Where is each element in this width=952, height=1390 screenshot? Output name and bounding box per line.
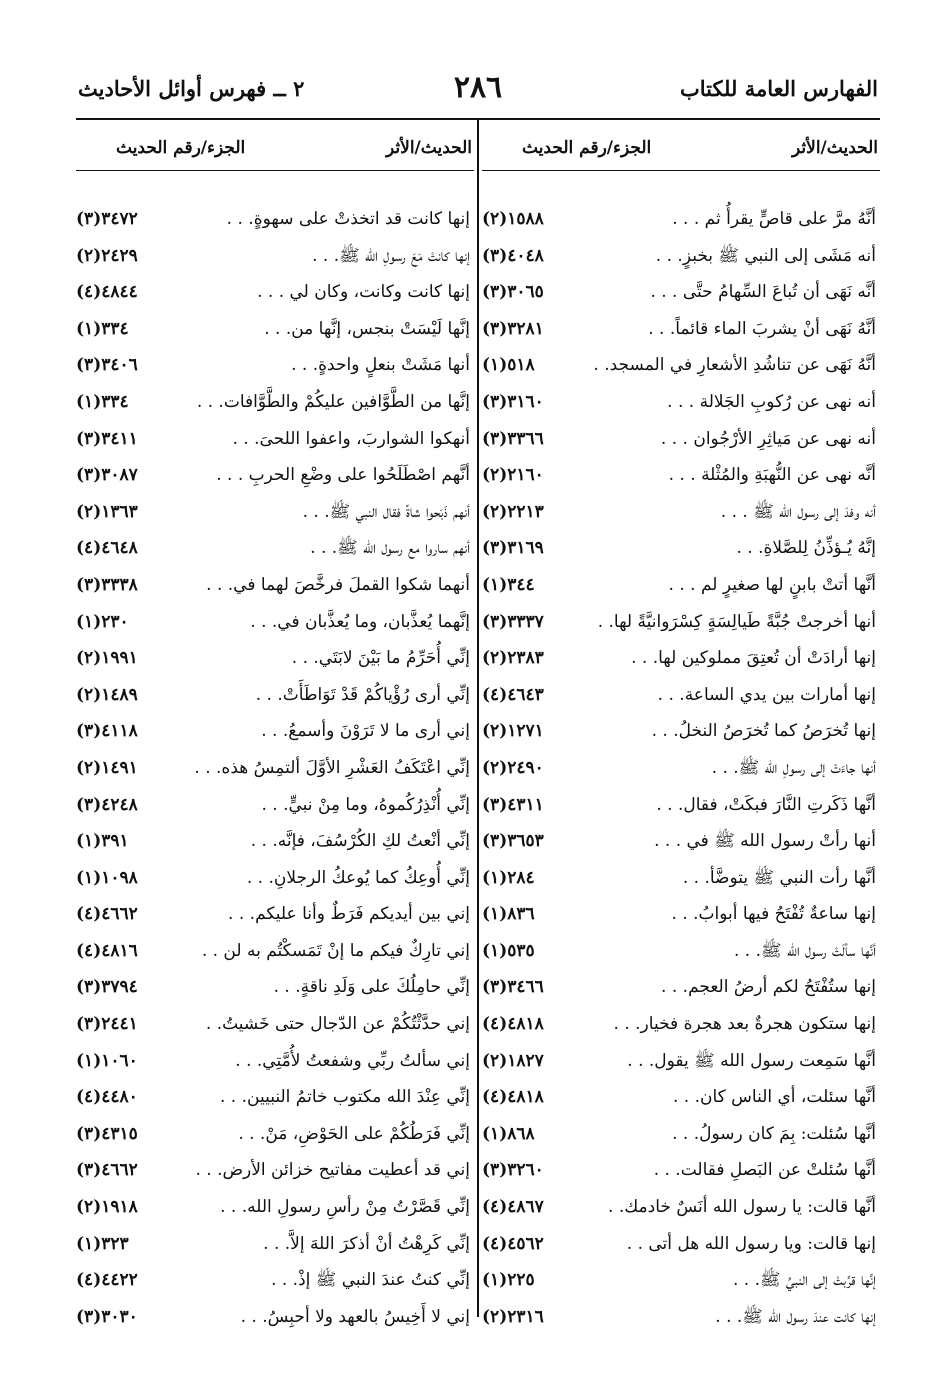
hadith-text: إنها ستُفْتَحُ لكم أرضُ العجم. . . (661, 977, 876, 998)
hadith-ref: (٢)١٤٨٩ (76, 684, 138, 705)
hadith-ref: (١)٢٢٥ (482, 1270, 535, 1291)
hadith-text: أنهكوا الشواربَ، واعفوا اللحىَ. . . (232, 428, 470, 449)
hadith-ref: (٣)٤١١٨ (76, 721, 138, 742)
hadith-ref: (٣)٣٣٦٦ (482, 428, 544, 449)
index-row (76, 421, 474, 458)
right-column (482, 122, 880, 1327)
hadith-ref: (٣)٣١٦٩ (482, 538, 544, 559)
hadith-text: أنَّها سئلت، أي الناس كان. . . (672, 1087, 876, 1108)
hadith-text: إنها كانتْ مَعَ رسولِ الله ﷺ. . . (312, 245, 470, 266)
hadith-text: إني لا أَخِيسُ بالعهد ولا أحبِسُ. . . (240, 1306, 470, 1327)
hadith-text: أنَّه نَهَى أن تُباعَ السِّهامُ حتَّى . . . (650, 282, 876, 303)
index-row (76, 1299, 474, 1336)
index-row (482, 787, 880, 824)
hadith-ref: (٣)٣٦٥٣ (482, 831, 544, 852)
column-divider (477, 120, 479, 1317)
book-section-title: الفهارس العامة للكتاب (679, 76, 878, 101)
hadith-text: أنَّها سُئلت: بِمَ كان رسولُ. . . (672, 1123, 876, 1144)
hadith-ref: (٣)٣٢٦٠ (482, 1160, 544, 1181)
hadith-text: إنها كانت وكانت، وكان لي . . . (257, 282, 470, 303)
index-row (482, 1043, 880, 1080)
index-row (76, 1189, 474, 1226)
hadith-text: إني أرى ما لا تَرَوْنَ وأسمعُ. . . (261, 721, 470, 742)
index-row (482, 421, 880, 458)
hadith-ref: (٣)٣٤٧٢ (76, 209, 138, 229)
hadith-text: أنَّهم اصْطَلَحُوا على وضْعِ الحربِ . . . (216, 465, 470, 486)
right-rows (482, 201, 880, 1335)
hadith-text: إنِّي فَرَطُكُمْ على الحَوْضِ، مَنْ. . . (238, 1123, 470, 1144)
hadith-text: أنَّها أتتْ بابنٍ لها صغيرٍ لم . . . (668, 574, 876, 595)
hadith-ref: (٢)٢٣٨٣ (482, 648, 544, 669)
index-row (76, 457, 474, 494)
index-row (482, 1079, 880, 1116)
index-row (76, 640, 474, 677)
index-row (76, 677, 474, 714)
hadith-text: أنه نهى عن مَياثِرِ الأرْجُوان . . . (660, 428, 876, 449)
hadith-ref: (٣)٤٣١١ (482, 794, 544, 815)
index-row (76, 567, 474, 604)
hadith-text: إنها كانت عندَ رسول الله ﷺ. . . (715, 1306, 876, 1327)
hadith-ref: (٢)٢٣١٦ (482, 1306, 544, 1327)
index-row (76, 787, 474, 824)
index-row (482, 238, 880, 275)
column-heads (482, 122, 880, 170)
hadith-ref: (٣)٤٠٤٨ (482, 245, 544, 266)
index-row (482, 1116, 880, 1153)
hadith-ref: (٢)٢٤٢٩ (76, 245, 138, 266)
hadith-text: أنه وفدَ إلى رسول الله ﷺ . . . (720, 501, 876, 522)
index-row (482, 1189, 880, 1226)
index-row (482, 1006, 880, 1043)
hadith-text: إنَّها من الطَّوَّافين عليكُمْ والطَّوَّافات. . . (196, 391, 470, 412)
hadith-text: إنها قالت: ويا رسول الله هل أتى . . (626, 1233, 876, 1254)
left-column (76, 122, 474, 1327)
index-row (482, 713, 880, 750)
hadith-text: أنهم ذَبَحوا شاةً فقال النبي ﷺ. . . (302, 501, 470, 522)
hadith-ref: (١)٥١٨ (482, 355, 535, 376)
hadith-ref: (٤)٤٨١٨ (482, 1087, 544, 1108)
hadith-text: إني سألتُ ربِّي وشفعتُ لأُمَّتِي. . . (235, 1050, 470, 1071)
hadith-ref: (١)٣٩١ (76, 831, 129, 852)
head-ref: الجزء/رقم الحديث (116, 138, 246, 158)
hadith-text: إنِّي اعْتَكَفُ العَشْرِ الأوَّلَ ألتمِسُ هذه. . . (194, 757, 470, 778)
index-row (482, 1262, 880, 1299)
index-row (482, 750, 880, 787)
hadith-text: أنه نهى عن رُكوبِ الجَلالة . . . (667, 391, 876, 412)
hadith-text: إنَّهما يُعذَّبان، وما يُعذَّبان في. . . (250, 611, 470, 632)
hadith-text: أنَّهُ مرَّ على قاصٍّ يقرأُ ثم . . . (672, 209, 876, 229)
column-heads (76, 122, 474, 170)
hadith-text: إنِّي أُحَرِّمُ ما بَيْنَ لابَتَي. . . (291, 648, 470, 669)
hadith-text: إنها أرادَتْ أن تُعتِقَ مملوكين لها. . . (631, 648, 876, 669)
hadith-text: أنَّها سألَتْ رسول الله ﷺ. . . (733, 940, 876, 961)
index-row (482, 457, 880, 494)
hadith-text: أنَّها سَمِعت رسول الله ﷺ يقول. . . (627, 1050, 876, 1071)
index-row (482, 567, 880, 604)
hadith-ref: (٣)٣٤١١ (76, 428, 138, 449)
hadith-text: أنها أخرجتْ جُبَّةً طَيالِسَةٍ كِسْرَوانيَّةً لها. . (597, 611, 876, 632)
hadith-ref: (١)٢٣٠ (76, 611, 129, 632)
hadith-text: أنهم ساروا مع رسول الله ﷺ. . . (310, 538, 470, 559)
hadith-text: إنِّي كنتُ عندَ النبي ﷺ إذْ. . . (271, 1270, 470, 1291)
index-row (482, 860, 880, 897)
index-row (482, 604, 880, 641)
hadith-ref: (٣)٣٣٣٨ (76, 574, 138, 595)
hadith-text: أنَّهُ نَهَى أنْ يشربَ الماء قائماً. . . (648, 318, 876, 339)
hadith-text: إنَّها لَيْسَتْ بنجس، إنَّها من. . . (264, 318, 470, 339)
page-header (78, 70, 878, 110)
hadith-text: إنها كانت قد اتخذتْ على سهوةٍ. . . (226, 209, 470, 229)
index-row (76, 1079, 474, 1116)
index-row (482, 823, 880, 860)
hadith-ref: (٣)٣٤٠٦ (76, 355, 138, 376)
index-row (76, 896, 474, 933)
index-row (76, 384, 474, 421)
hadith-ref: (٣)٣٠٣٠ (76, 1306, 138, 1327)
index-row (76, 311, 474, 348)
hadith-ref: (٤)٤٨١٨ (482, 1014, 544, 1035)
hadith-ref: (٣)٣٢٨١ (482, 318, 544, 339)
hadith-text: إنَّهُ يُـؤذِّنُ لِلصَّلاةِ. . . (736, 538, 876, 559)
hadith-ref: (٤)٤٦٤٣ (482, 684, 544, 705)
index-row (482, 969, 880, 1006)
index-row (76, 1043, 474, 1080)
head-ref: الجزء/رقم الحديث (522, 138, 652, 158)
index-row (76, 347, 474, 384)
hadith-text: إنِّي قَصَّرْتُ مِنْ رأسِ رسولِ الله. . . (220, 1197, 470, 1218)
index-row (76, 1006, 474, 1043)
hadith-text: إنِّي أنْعتُ لكِ الكُرْسُفَ، فإنَّه. . . (250, 831, 470, 852)
hadith-text: إنها ستكون هجرةٌ بعد هجرة فخيار. . . (613, 1014, 876, 1035)
index-row (76, 1262, 474, 1299)
hadith-ref: (٢)١٥٨٨ (482, 209, 544, 229)
head-rule-left (76, 170, 474, 171)
index-row (482, 1226, 880, 1263)
hadith-ref: (١)٣٣٤ (76, 391, 129, 412)
hadith-ref: (٤)٤٦٤٨ (76, 538, 138, 559)
hadith-text: إنِّي أُنْذِرُكُموهُ، وما مِنْ نبيٍّ. . . (261, 794, 470, 815)
hadith-ref: (١)١٠٩٨ (76, 867, 138, 888)
index-row (76, 494, 474, 531)
index-row (482, 530, 880, 567)
hadith-text: إني بين أيديكم فَرَطٌ وأنا عليكم. . . (228, 904, 470, 925)
index-row (76, 201, 474, 238)
index-row (482, 201, 880, 238)
hadith-ref: (١)٣٣٤ (76, 318, 129, 339)
index-title: ٢ ــ فهرس أوائل الأحاديث (78, 76, 305, 101)
hadith-ref: (٢)١٢٧١ (482, 721, 544, 742)
index-row (76, 1152, 474, 1189)
hadith-text: إنِّي كَرِهْتُ أنْ أذكرَ اللهَ إلاَّ. . . (263, 1233, 470, 1254)
hadith-text: أنَّه نهى عن النُّهبَةِ والمُثْلة . . . (668, 465, 876, 486)
index-row (482, 1152, 880, 1189)
hadith-ref: (٣)٢٤٤١ (76, 1014, 138, 1035)
hadith-ref: (٣)٣٠٨٧ (76, 465, 138, 486)
hadith-ref: (١)٥٣٥ (482, 940, 535, 961)
index-row (482, 274, 880, 311)
index-row (76, 713, 474, 750)
hadith-ref: (٣)٣٠٦٥ (482, 282, 544, 303)
hadith-ref: (١)١٠٦٠ (76, 1050, 138, 1071)
hadith-text: إني تارِكٌ فيكم ما إنْ تَمَسكْتُم به لن . . (201, 940, 470, 961)
index-row (482, 311, 880, 348)
hadith-ref: (٣)٣١٦٠ (482, 391, 544, 412)
hadith-text: أنَّهُ نَهَى عن تناشُدِ الأشعارِ في المسجد. . (593, 355, 876, 376)
head-hadith: الحديث/الأثر (386, 138, 472, 158)
hadith-ref: (٣)٣٤٦٦ (482, 977, 544, 998)
hadith-ref: (٤)٤٨٤٤ (76, 282, 138, 303)
index-row (76, 933, 474, 970)
hadith-ref: (١)٣٤٤ (482, 574, 535, 595)
hadith-text: إنها أمارات بين يدي الساعة. . . (657, 684, 876, 705)
hadith-text: أنَّها ذَكَرتِ النَّارَ فبكَتْ، فقال. . . (656, 794, 876, 815)
left-rows (76, 201, 474, 1335)
index-row (76, 274, 474, 311)
index-row (76, 750, 474, 787)
hadith-ref: (٤)٤٨٦٧ (482, 1197, 544, 1218)
hadith-ref: (٤)٤٤٨٠ (76, 1087, 138, 1108)
index-row (482, 384, 880, 421)
hadith-ref: (٤)٤٦٦٢ (76, 904, 138, 925)
hadith-text: أنها رأتْ رسول الله ﷺ في . . . (654, 831, 876, 852)
hadith-text: أنهما شكوا القملَ فرخَّصَ لهما في. . . (206, 574, 470, 595)
head-rule-right (482, 170, 880, 171)
hadith-text: إنها ساعةٌ تُفْتَحُ فيها أبوابُ. . . (671, 904, 876, 925)
hadith-text: إنِّي أرى رُؤْياكُمْ قَدْ تَوَاطَأَتْ. . . (255, 684, 470, 705)
hadith-ref: (٢)١٣٦٣ (76, 501, 138, 522)
hadith-ref: (٢)١٩٩١ (76, 648, 138, 669)
hadith-text: إنها تُخرَصُ كما تُخرَصُ النخلُ. . . (651, 721, 876, 742)
hadith-text: إنِّي أُوعِكُ كما يُوعكُ الرجلانِ. . . (246, 867, 470, 888)
hadith-ref: (١)٨٦٨ (482, 1123, 535, 1144)
index-row (482, 933, 880, 970)
hadith-text: أنَّها قالت: يا رسول الله أنَسٌ خادمك. . (608, 1197, 876, 1218)
hadith-ref: (٤)٤٨١٦ (76, 940, 138, 961)
hadith-ref: (١)٨٣٦ (482, 904, 535, 925)
index-row (482, 347, 880, 384)
hadith-ref: (٣)٣٣٣٧ (482, 611, 544, 632)
hadith-ref: (٣)٤٦٦٢ (76, 1160, 138, 1181)
index-row (482, 494, 880, 531)
hadith-text: إني حدَّثْتُكُمْ عن الدّجال حتى خَشيتُ. . (205, 1014, 470, 1035)
index-row (76, 823, 474, 860)
hadith-ref: (٢)٢٤٩٠ (482, 757, 544, 778)
hadith-ref: (٢)١٨٢٧ (482, 1050, 544, 1071)
index-row (482, 677, 880, 714)
hadith-text: أنها مَشَتْ بنعلٍ واحدةٍ. . . (291, 355, 470, 376)
hadith-ref: (٢)١٤٩١ (76, 757, 138, 778)
hadith-ref: (٣)٣٧٩٤ (76, 977, 138, 998)
page-number: ٢٨٦ (453, 70, 503, 105)
hadith-text: إنِّي عِنْدَ الله مكتوب خاتمُ النبيين. . . (219, 1087, 470, 1108)
hadith-text: إنِّي حامِلُكَ على وَلَدِ ناقةٍ. . . (273, 977, 470, 998)
hadith-ref: (١)٣٢٣ (76, 1233, 129, 1254)
hadith-ref: (٣)٤٣١٥ (76, 1123, 138, 1144)
hadith-ref: (٣)٤٢٤٨ (76, 794, 138, 815)
hadith-text: أنَّها سُئلتْ عن البَصلِ فقالت. . . (653, 1160, 876, 1181)
index-row (76, 604, 474, 641)
hadith-text: أنها جاءَتْ إلى رسولِ الله ﷺ. . . (711, 757, 876, 778)
hadith-ref: (٢)١٩١٨ (76, 1197, 138, 1218)
head-hadith: الحديث/الأثر (792, 138, 878, 158)
hadith-text: إنَّها قرِّبتْ إلى النبيِّ ﷺ. . . (732, 1270, 876, 1291)
index-row (482, 640, 880, 677)
hadith-ref: (٢)٢٢١٣ (482, 501, 544, 522)
hadith-ref: (١)٢٨٤ (482, 867, 535, 888)
index-row (76, 1226, 474, 1263)
hadith-text: أنَّها رأت النبي ﷺ يتوضَّأ. . . (682, 867, 876, 888)
index-row (482, 1299, 880, 1336)
hadith-text: أنه مَشَى إلى النبي ﷺ بخبزٍ. . . (655, 245, 876, 266)
hadith-ref: (٤)٤٤٢٢ (76, 1270, 138, 1291)
index-row (482, 896, 880, 933)
index-row (76, 238, 474, 275)
index-row (76, 530, 474, 567)
hadith-ref: (٢)٢١٦٠ (482, 465, 544, 486)
index-row (76, 860, 474, 897)
index-row (76, 1116, 474, 1153)
hadith-ref: (٤)٤٥٦٢ (482, 1233, 544, 1254)
hadith-text: إني قد أعطيت مفاتيح خزائن الأرض. . . (195, 1160, 470, 1181)
index-row (76, 969, 474, 1006)
